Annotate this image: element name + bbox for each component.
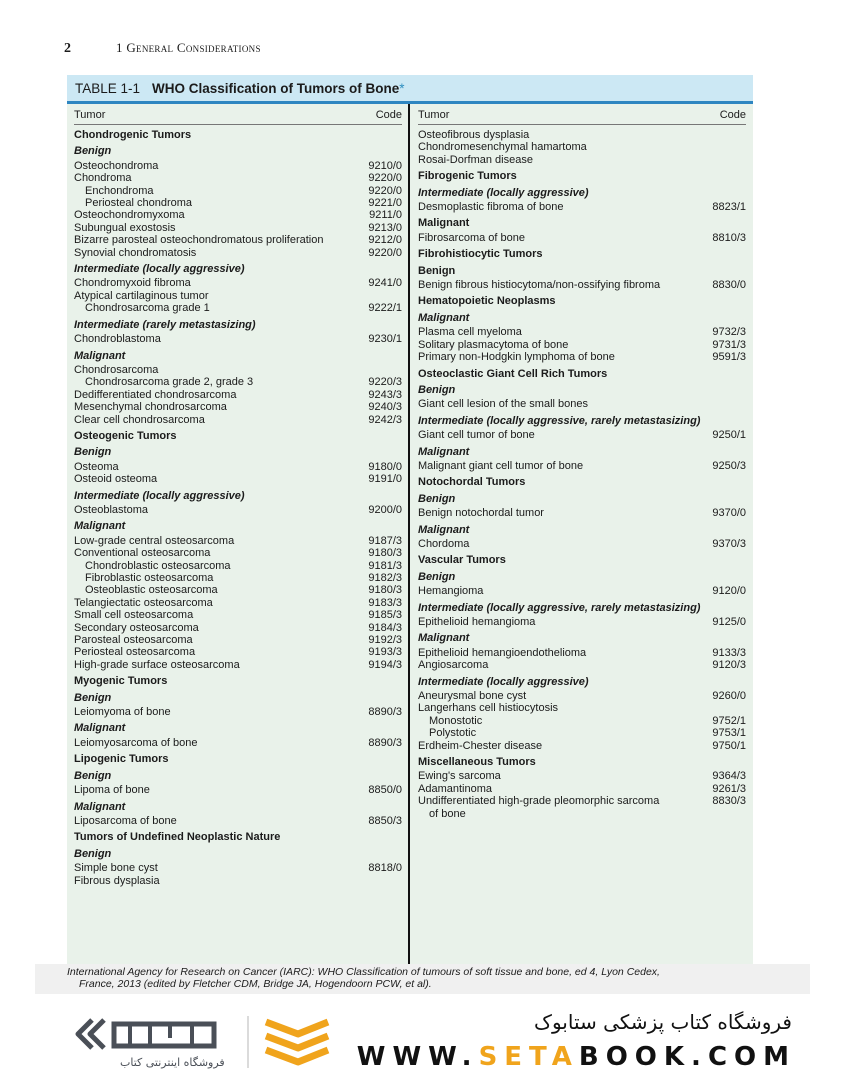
table-row: [74, 862, 402, 874]
category-heading: Intermediate (locally aggressive, rarely metastasizing): [418, 601, 701, 614]
tumor-code: 8850/0: [368, 784, 402, 797]
tumor-name: Low-grade central osteosarcoma: [74, 534, 235, 547]
category-heading: Intermediate (locally aggressive): [74, 263, 245, 276]
category-heading: Benign: [74, 446, 112, 459]
header-tumor: Tumor: [418, 108, 450, 121]
tumor-name: Epithelioid hemangioma: [418, 616, 536, 628]
section-heading: Chondrogenic Tumors: [74, 129, 192, 141]
tumor-code: 9120/0: [712, 585, 746, 598]
tumor-code: 9133/3: [712, 646, 746, 659]
tumor-code: 8823/1: [712, 201, 746, 214]
tumor-code: 9180/0: [368, 460, 402, 473]
tumor-code: 9222/1: [368, 302, 402, 315]
tumor-name: Simple bone cyst: [74, 862, 158, 875]
tumor-name: Giant cell lesion of the small bones: [418, 398, 588, 411]
tumor-code: 9242/3: [368, 413, 402, 426]
category-heading: Malignant: [418, 523, 470, 536]
tumor-code: 9250/3: [712, 459, 746, 472]
table-row: [74, 659, 402, 671]
table-row: [418, 538, 746, 550]
table-row: [418, 351, 746, 363]
tumor-name: Polystotic: [429, 727, 477, 740]
table-row: [418, 808, 746, 820]
table-row: [74, 414, 402, 426]
tumor-code: 9241/0: [368, 277, 402, 290]
table-row: [418, 727, 746, 739]
tumor-name: Conventional osteosarcoma: [74, 547, 211, 560]
table-row: [74, 634, 402, 646]
tumor-code: 9260/0: [712, 690, 746, 703]
tumor-name: Fibrous dysplasia: [74, 874, 160, 887]
tumor-code: 8830/0: [712, 279, 746, 292]
table-row: [74, 584, 402, 596]
table-row: [74, 609, 402, 621]
tumor-name: Chondromesenchymal hamartoma: [418, 141, 587, 154]
tumor-code: 9184/3: [368, 621, 402, 634]
table-number: TABLE 1-1: [75, 80, 141, 96]
table-row: [418, 398, 746, 410]
tumor-code: 9120/3: [712, 659, 746, 672]
table-row: [74, 160, 402, 172]
tumor-name: Osteoblastic osteosarcoma: [85, 584, 218, 597]
tumor-code: 9220/0: [368, 172, 402, 185]
tumor-code: 9240/3: [368, 401, 402, 414]
table-row: [418, 647, 746, 659]
tumor-name: Periosteal chondroma: [85, 197, 193, 210]
tumor-name: Rosai-Dorfman disease: [418, 153, 533, 166]
table-row: [74, 277, 402, 289]
table-row: [74, 389, 402, 401]
tumor-name: Osteoblastoma: [74, 503, 148, 516]
table-row: [74, 535, 402, 547]
table-row: [418, 783, 746, 795]
tumor-code: 9220/0: [368, 246, 402, 259]
tumor-name: Chondroblastoma: [74, 333, 161, 346]
category-heading: Benign: [418, 570, 456, 583]
tumor-name: Hemangioma: [418, 585, 484, 598]
tumor-code: 9243/3: [368, 388, 402, 401]
table-row: [74, 376, 402, 388]
tumor-code: 9364/3: [712, 770, 746, 783]
tumor-code: 9752/1: [712, 714, 746, 727]
url-suffix: BOOK.COM: [578, 1042, 796, 1072]
tumor-code: 9193/3: [368, 646, 402, 659]
category-heading: Benign: [74, 145, 112, 158]
tumor-name: Osteoid osteoma: [74, 473, 158, 486]
table-row: [418, 141, 746, 153]
section-heading: Fibrogenic Tumors: [418, 170, 517, 183]
table-row: [74, 875, 402, 887]
tumor-name: Chondrosarcoma: [74, 363, 159, 376]
left-column-header: [74, 106, 402, 125]
table-row: [418, 659, 746, 671]
tumor-code: 9185/3: [368, 609, 402, 622]
category-heading: Malignant: [418, 311, 470, 324]
tumor-name: High-grade surface osteosarcoma: [74, 658, 240, 671]
category-heading: Malignant: [74, 520, 126, 533]
tumor-name: Leiomyosarcoma of bone: [74, 736, 198, 749]
tumor-name: Chondroblastic osteosarcoma: [85, 559, 231, 572]
tumor-name: Parosteal osteosarcoma: [74, 634, 193, 647]
tumor-code: 8810/3: [712, 231, 746, 244]
tumor-name: Atypical cartilaginous tumor: [74, 289, 209, 302]
table-row: [74, 622, 402, 634]
url-prefix: WWW.: [356, 1042, 479, 1072]
tumor-code: 9370/3: [712, 537, 746, 550]
tumor-name: Fibroblastic osteosarcoma: [85, 572, 214, 584]
tumor-code: 8850/3: [368, 814, 402, 827]
table-title-bar: [67, 75, 753, 101]
right-rows: [418, 129, 746, 820]
tumor-code: 9591/3: [712, 351, 746, 364]
setabook-logo: [70, 1010, 330, 1072]
tumor-name: Chondrosarcoma grade 2, grade 3: [85, 376, 254, 389]
tumor-name: Solitary plasmacytoma of bone: [418, 338, 569, 351]
tumor-name: Periosteal osteosarcoma: [74, 646, 196, 659]
tumor-name: Chordoma: [418, 537, 470, 550]
category-heading: Malignant: [418, 445, 470, 458]
right-column-header: [418, 106, 746, 125]
tumor-code: 9191/0: [368, 473, 402, 486]
category-heading: Malignant: [418, 632, 470, 645]
logo-tagline: فروشگاه اینترنتی کتاب: [120, 1056, 225, 1069]
table-row: [74, 290, 402, 302]
tumor-code: 9220/3: [368, 376, 402, 389]
table-row: [74, 784, 402, 796]
tumor-code: 9211/0: [369, 209, 402, 222]
right-column: [418, 106, 746, 820]
category-heading: Benign: [418, 492, 456, 505]
tumor-code: 8830/3: [712, 795, 746, 808]
tumor-name: Osteofibrous dysplasia: [418, 129, 530, 141]
category-heading: Intermediate (rarely metastasizing): [74, 318, 256, 331]
tumor-name: Monostotic: [429, 714, 483, 727]
tumor-name: Benign fibrous histiocytoma/non-ossifying fibroma: [418, 279, 661, 292]
tumor-code: 9731/3: [712, 338, 746, 351]
section-heading: Vascular Tumors: [418, 554, 506, 567]
tumor-code: 9750/1: [712, 739, 746, 752]
table-row: [418, 460, 746, 472]
table-row: [74, 364, 402, 376]
tumor-name: Undifferentiated high-grade pleomorphic sarcoma: [418, 795, 660, 808]
category-heading: Malignant: [74, 349, 126, 362]
category-heading: Intermediate (locally aggressive): [418, 675, 589, 688]
page-number: 2: [64, 41, 71, 56]
tumor-code: 9220/0: [368, 184, 402, 197]
category-heading: Malignant: [74, 722, 126, 735]
table-row: [74, 560, 402, 572]
category-heading: Intermediate (locally aggressive): [418, 186, 589, 199]
table-row: [418, 232, 746, 244]
store-url: [357, 1042, 796, 1072]
section-heading: Osteoclastic Giant Cell Rich Tumors: [418, 367, 608, 380]
category-heading: Benign: [74, 691, 112, 704]
table-row: [74, 234, 402, 246]
tumor-name: Adamantinoma: [418, 782, 492, 795]
table-row: [74, 597, 402, 609]
category-heading: Intermediate (locally aggressive): [74, 489, 245, 502]
table-row: [418, 429, 746, 441]
chapter-title: 1 General Considerations: [116, 40, 261, 55]
tumor-name: Mesenchymal chondrosarcoma: [74, 401, 227, 414]
header-tumor: Tumor: [74, 108, 106, 121]
footnote-marker: *: [399, 80, 405, 96]
table-row: [74, 209, 402, 221]
tumor-code: 8818/0: [368, 862, 402, 875]
table-row: [74, 815, 402, 827]
tumor-code: 8890/3: [368, 736, 402, 749]
category-heading: Benign: [74, 769, 112, 782]
tumor-name: Osteochondroma: [74, 159, 159, 172]
category-heading: Intermediate (locally aggressive, rarely metastasizing): [418, 414, 701, 427]
url-accent: SETA: [478, 1042, 579, 1072]
left-column: [74, 106, 402, 887]
tumor-code: 8890/3: [368, 706, 402, 719]
tumor-name: Osteoma: [74, 460, 119, 473]
tumor-code: 9183/3: [368, 596, 402, 609]
tumor-name: Erdheim-Chester disease: [418, 739, 543, 752]
table-row: [418, 770, 746, 782]
category-heading: Benign: [74, 847, 112, 860]
tumor-name: Malignant giant cell tumor of bone: [418, 459, 584, 472]
table-row: [418, 339, 746, 351]
section-heading: Miscellaneous Tumors: [418, 756, 536, 769]
tumor-name: of bone: [429, 807, 466, 820]
tumor-code: 9221/0: [368, 197, 402, 210]
table-row: [74, 737, 402, 749]
store-name: فروشگاه کتاب پزشکی ستابوک: [534, 1010, 792, 1034]
tumor-name: Ewing's sarcoma: [418, 770, 501, 783]
tumor-code: 9194/3: [368, 658, 402, 671]
table-row: [74, 185, 402, 197]
tumor-name: Fibrosarcoma of bone: [418, 231, 525, 244]
tumor-name: Enchondroma: [85, 184, 154, 197]
tumor-name: Primary non-Hodgkin lymphoma of bone: [418, 351, 615, 364]
section-heading: Myogenic Tumors: [74, 675, 168, 688]
tumor-code: 9187/3: [368, 534, 402, 547]
tumor-code: 9261/3: [712, 782, 746, 795]
table-row: [74, 572, 402, 584]
section-heading: Osteogenic Tumors: [74, 429, 177, 442]
table-row: [74, 222, 402, 234]
table-row: [418, 585, 746, 597]
table-row: [74, 461, 402, 473]
tumor-code: 9180/3: [368, 547, 402, 560]
table-row: [74, 473, 402, 485]
tumor-name: Giant cell tumor of bone: [418, 429, 535, 442]
section-heading: Malignant: [418, 217, 470, 230]
section-heading: Notochordal Tumors: [418, 476, 526, 489]
tumor-name: Chondrosarcoma grade 1: [85, 302, 210, 315]
tumor-code: 9182/3: [368, 572, 402, 584]
table-row: [418, 702, 746, 714]
table-row: [418, 129, 746, 141]
table-row: [74, 547, 402, 559]
tumor-code: 9230/1: [368, 333, 402, 346]
tumor-code: 9212/0: [368, 234, 402, 247]
tumor-code: 9180/3: [368, 584, 402, 597]
table-row: [74, 197, 402, 209]
source-line-1: International Agency for Research on Cancer (IARC): WHO Classification of tumours of soft tissue and bone, ed 4, Lyon Cedex,: [67, 966, 660, 978]
column-divider: [408, 104, 410, 964]
tumor-code: 9250/1: [712, 429, 746, 442]
table-row: [418, 740, 746, 752]
tumor-name: Aneurysmal bone cyst: [418, 690, 527, 703]
table-row: [418, 201, 746, 213]
tumor-code: 9213/0: [368, 221, 402, 234]
table-row: [74, 247, 402, 259]
tumor-name: Langerhans cell histiocytosis: [418, 702, 559, 715]
table-row: [418, 507, 746, 519]
section-heading: Tumors of Undefined Neoplastic Nature: [74, 831, 281, 844]
running-head: [64, 40, 261, 60]
tumor-code: 9181/3: [368, 559, 402, 572]
tumor-name: Synovial chondromatosis: [74, 246, 197, 259]
tumor-name: Osteochondromyxoma: [74, 209, 185, 222]
tumor-code: 9753/1: [712, 727, 746, 740]
table-row: [418, 690, 746, 702]
table-row: [74, 706, 402, 718]
tumor-name: Liposarcoma of bone: [74, 814, 177, 827]
left-rows: [74, 129, 402, 887]
table-row: [418, 154, 746, 166]
tumor-code: 9125/0: [712, 616, 746, 628]
table-row: [74, 333, 402, 345]
header-code: Code: [375, 108, 402, 121]
header-code: Code: [719, 108, 746, 121]
tumor-name: Subungual exostosis: [74, 221, 176, 234]
table-row: [418, 795, 746, 807]
tumor-name: Telangiectatic osteosarcoma: [74, 596, 213, 609]
source-line-2: France, 2013 (edited by Fletcher CDM, Bridge JA, Hogendoorn PCW, et al).: [79, 978, 432, 990]
table-title: WHO Classification of Tumors of Bone: [152, 80, 400, 96]
tumor-code: 9370/0: [712, 507, 746, 520]
tumor-name: Desmoplastic fibroma of bone: [418, 201, 564, 214]
tumor-name: Small cell osteosarcoma: [74, 609, 194, 622]
table-source-note: [35, 964, 810, 994]
tumor-code: 9200/0: [368, 503, 402, 516]
category-heading: Malignant: [74, 800, 126, 813]
table-row: [418, 715, 746, 727]
tumor-name: Epithelioid hemangioendothelioma: [418, 646, 587, 659]
table-row: [74, 172, 402, 184]
tumor-name: Benign notochordal tumor: [418, 507, 544, 520]
section-heading: Fibrohistiocytic Tumors: [418, 248, 543, 261]
section-heading: Lipogenic Tumors: [74, 753, 169, 766]
tumor-name: Lipoma of bone: [74, 784, 150, 797]
tumor-name: Bizarre parosteal osteochondromatous proliferation: [74, 234, 324, 247]
section-heading: Benign: [418, 264, 456, 277]
category-heading: Benign: [418, 383, 456, 396]
table-row: [74, 302, 402, 314]
tumor-name: Angiosarcoma: [418, 659, 489, 672]
table-row: [74, 504, 402, 516]
table-row: [418, 616, 746, 628]
tumor-name: Clear cell chondrosarcoma: [74, 413, 205, 426]
tumor-code: 9192/3: [368, 634, 402, 647]
section-heading: Hematopoietic Neoplasms: [418, 295, 556, 308]
tumor-name: Plasma cell myeloma: [418, 326, 522, 339]
table-row: [74, 401, 402, 413]
tumor-name: Chondroma: [74, 172, 132, 185]
table-row: [74, 646, 402, 658]
tumor-name: Leiomyoma of bone: [74, 706, 171, 719]
tumor-name: Dedifferentiated chondrosarcoma: [74, 388, 237, 401]
table-row: [418, 326, 746, 338]
tumor-code: 9732/3: [712, 326, 746, 339]
tumor-code: 9210/0: [368, 159, 402, 172]
tumor-name: Chondromyxoid fibroma: [74, 277, 191, 290]
tumor-name: Secondary osteosarcoma: [74, 621, 199, 634]
table-row: [418, 279, 746, 291]
